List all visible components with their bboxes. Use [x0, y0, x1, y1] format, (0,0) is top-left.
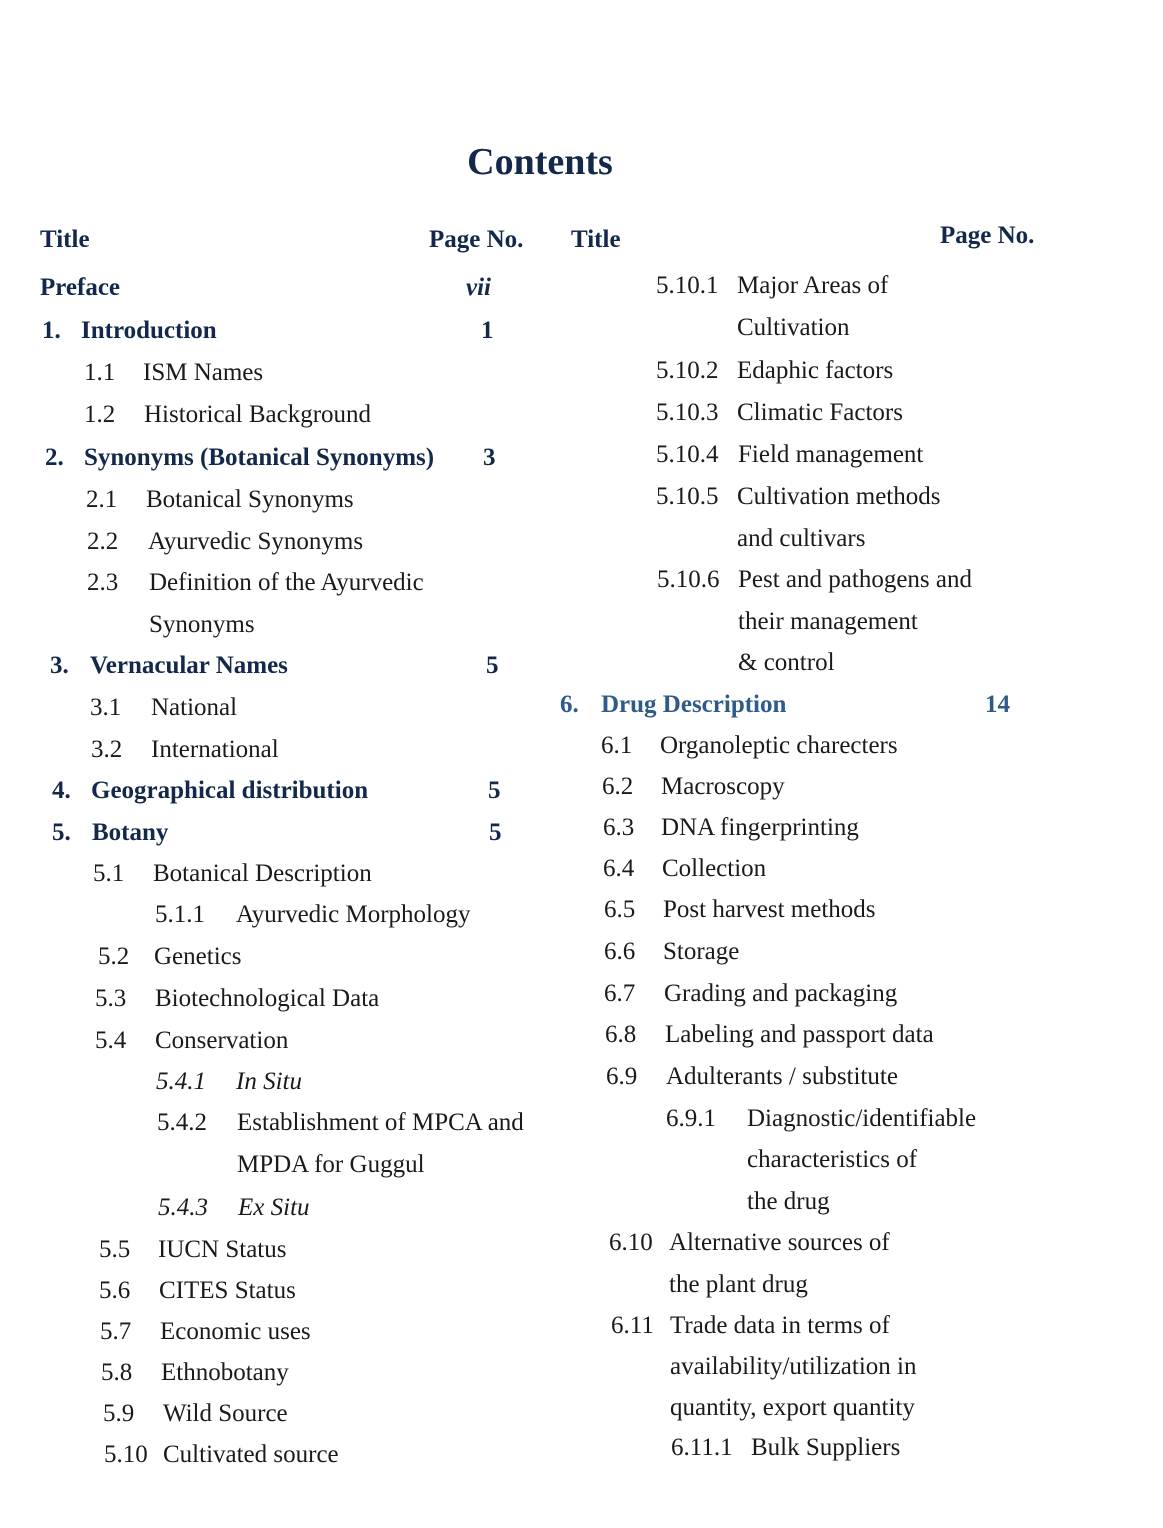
- toc-entry-title: Diagnostic/identifiable: [747, 1105, 977, 1132]
- toc-entry-title: characteristics of: [747, 1146, 918, 1173]
- toc-entry-title: Vernacular Names: [90, 652, 288, 679]
- toc-entry-number: 5.9: [103, 1400, 135, 1427]
- toc-entry-title: availability/utilization in: [670, 1353, 917, 1380]
- toc-entry-title: Botany: [92, 819, 169, 846]
- right-title-header: Title: [571, 226, 621, 253]
- toc-entry-title: quantity, export quantity: [670, 1394, 915, 1421]
- toc-entry-number: 5.10.3: [656, 399, 719, 426]
- toc-page-number: 1: [481, 317, 494, 344]
- toc-entry-title: the plant drug: [669, 1271, 808, 1298]
- toc-entry-number: 2.1: [86, 486, 118, 513]
- toc-entry-number: 5.5: [99, 1236, 131, 1263]
- toc-entry-title: Botanical Synonyms: [146, 486, 354, 513]
- toc-entry-title: DNA fingerprinting: [661, 814, 859, 841]
- toc-entry-title: In Situ: [236, 1068, 302, 1095]
- toc-entry-number: 5.: [52, 819, 71, 846]
- toc-entry-number: 5.10.5: [656, 483, 719, 510]
- toc-entry-title: Cultivation methods: [737, 483, 941, 510]
- toc-page-number: vii: [466, 274, 491, 301]
- toc-entry-number: 6.5: [604, 896, 636, 923]
- toc-entry-title: Storage: [663, 938, 740, 965]
- toc-entry-number: 6.4: [603, 855, 635, 882]
- toc-entry-title: Synonyms: [149, 611, 255, 638]
- toc-entry-title: Historical Background: [144, 401, 372, 428]
- toc-entry-title: Geographical distribution: [91, 777, 369, 804]
- toc-entry-number: 1.2: [84, 401, 116, 428]
- toc-entry-number: 6.3: [603, 814, 635, 841]
- toc-entry-number: 5.10.6: [657, 566, 720, 593]
- toc-page-number: 3: [483, 444, 496, 471]
- toc-entry-title: Major Areas of: [737, 272, 889, 299]
- toc-entry-number: 5.4.3: [158, 1194, 208, 1221]
- toc-entry-title: National: [151, 694, 238, 721]
- toc-entry-title: Collection: [662, 855, 767, 882]
- toc-entry-number: 4.: [52, 777, 71, 804]
- toc-entry-title: Ex Situ: [238, 1194, 310, 1221]
- toc-entry-number: 2.2: [87, 528, 119, 555]
- toc-page-number: 14: [985, 691, 1010, 718]
- toc-entry-title: Organoleptic charecters: [660, 732, 898, 759]
- left-page-header: Page No.: [429, 226, 524, 253]
- toc-entry-title: Adulterants / substitute: [666, 1063, 898, 1090]
- toc-entry-title: Cultivation: [737, 314, 850, 341]
- toc-entry-title: Introduction: [81, 317, 217, 344]
- toc-entry-title: MPDA for Guggul: [237, 1151, 425, 1178]
- toc-entry-number: 6.7: [604, 980, 636, 1007]
- toc-entry-title: Labeling and passport data: [665, 1021, 934, 1048]
- toc-entry-number: 6.: [560, 691, 579, 718]
- toc-entry-number: 5.4.2: [157, 1109, 207, 1136]
- toc-entry-number: 5.10: [104, 1441, 148, 1468]
- toc-entry-number: 2.3: [87, 569, 119, 596]
- toc-entry-title: Ayurvedic Morphology: [236, 901, 471, 928]
- toc-entry-title: their management: [738, 608, 918, 635]
- toc-entry-title: Pest and pathogens and: [738, 566, 972, 593]
- toc-entry-number: 1.: [42, 317, 61, 344]
- page-title: Contents: [467, 141, 613, 183]
- toc-entry-number: 3.: [50, 652, 69, 679]
- toc-entry-title: Alternative sources of: [669, 1229, 890, 1256]
- toc-entry-number: 6.11.1: [671, 1434, 733, 1461]
- toc-entry-title: Definition of the Ayurvedic: [149, 569, 424, 596]
- toc-entry-title: Botanical Description: [153, 860, 372, 887]
- toc-entry-title: Ayurvedic Synonyms: [148, 528, 364, 555]
- toc-entry-title: CITES Status: [159, 1277, 296, 1304]
- toc-page-number: 5: [488, 777, 501, 804]
- toc-entry-title: and cultivars: [737, 525, 866, 552]
- toc-page-number: 5: [486, 652, 499, 679]
- toc-entry-title: Bulk Suppliers: [751, 1434, 901, 1461]
- toc-entry-number: 5.4: [95, 1027, 127, 1054]
- toc-entry-title: IUCN Status: [158, 1236, 287, 1263]
- toc-entry-title: the drug: [747, 1188, 830, 1215]
- toc-entry-title: Post harvest methods: [663, 896, 876, 923]
- toc-entry-number: 6.2: [602, 773, 634, 800]
- toc-entry-number: 5.10.4: [656, 441, 719, 468]
- toc-entry-title: Ethnobotany: [161, 1359, 289, 1386]
- toc-entry-title: Synonyms (Botanical Synonyms): [84, 444, 435, 471]
- toc-entry-title: Establishment of MPCA and: [237, 1109, 524, 1136]
- toc-entry-title: & control: [738, 649, 835, 676]
- toc-entry-number: 5.6: [99, 1277, 131, 1304]
- toc-entry-number: 5.1: [93, 860, 125, 887]
- toc-entry-number: 6.9: [606, 1063, 638, 1090]
- left-title-header: Title: [40, 226, 90, 253]
- toc-entry-title: Climatic Factors: [737, 399, 903, 426]
- toc-entry-number: 5.3: [95, 985, 127, 1012]
- toc-entry-number: 1.1: [84, 359, 116, 386]
- toc-entry-number: 6.8: [605, 1021, 637, 1048]
- toc-entry-number: 5.1.1: [155, 901, 205, 928]
- toc-entry-title: ISM Names: [143, 359, 264, 386]
- toc-entry-title: Economic uses: [160, 1318, 311, 1345]
- toc-entry-title: Grading and packaging: [664, 980, 898, 1007]
- toc-entry-title: Drug Description: [601, 691, 787, 718]
- toc-entry-number: 5.10.1: [656, 272, 719, 299]
- toc-entry-number: 2.: [45, 444, 64, 471]
- toc-entry-number: 3.2: [91, 736, 123, 763]
- toc-entry-title: Conservation: [155, 1027, 289, 1054]
- toc-entry-title: Wild Source: [163, 1400, 288, 1427]
- toc-entry-title: Genetics: [154, 943, 242, 970]
- toc-entry-number: 3.1: [90, 694, 122, 721]
- toc-entry-title: Trade data in terms of: [670, 1312, 890, 1339]
- toc-entry-number: 6.6: [604, 938, 636, 965]
- toc-entry-number: 6.10: [609, 1229, 653, 1256]
- toc-entry-number: 5.7: [100, 1318, 132, 1345]
- toc-entry-title: Field management: [738, 441, 924, 468]
- toc-entry-title: Cultivated source: [163, 1441, 339, 1468]
- toc-entry-title: Biotechnological Data: [155, 985, 380, 1012]
- toc-entry-title: International: [151, 736, 279, 763]
- toc-entry-number: 5.2: [98, 943, 130, 970]
- toc-entry-number: 5.4.1: [156, 1068, 206, 1095]
- toc-entry-number: 6.1: [601, 732, 633, 759]
- toc-page-number: 5: [489, 819, 502, 846]
- toc-entry-number: 5.10.2: [656, 357, 719, 384]
- toc-entry-title: Preface: [40, 274, 121, 301]
- toc-entry-title: Macroscopy: [661, 773, 785, 800]
- toc-entry-number: 5.8: [101, 1359, 133, 1386]
- toc-entry-number: 6.11: [611, 1312, 654, 1339]
- toc-entry-number: 6.9.1: [666, 1105, 716, 1132]
- toc-entry-title: Edaphic factors: [737, 357, 894, 384]
- right-page-header: Page No.: [940, 222, 1035, 249]
